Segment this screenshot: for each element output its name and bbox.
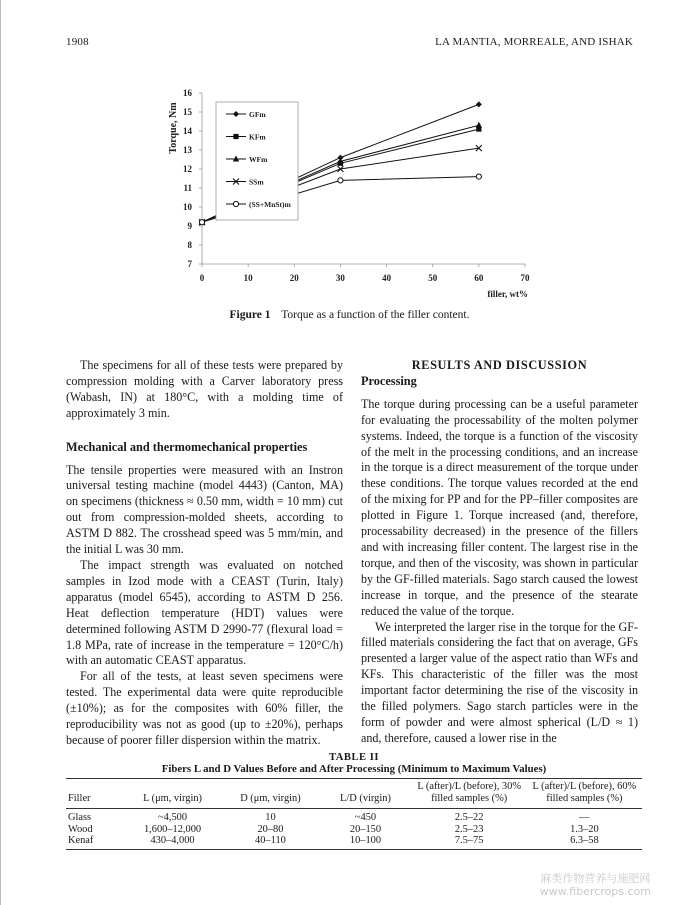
column-header: L/D (virgin)	[340, 793, 391, 804]
subsection-heading: Processing	[361, 373, 417, 388]
table-row	[66, 835, 642, 849]
legend-label: KFm	[249, 132, 266, 142]
y-tick-label: 12	[183, 164, 192, 174]
table-cell: 40–110	[255, 835, 286, 846]
paragraph: For all of the tests, at least seven specimens were tested. The experimental data were quite reproducible (±10%); as for the composites with 60% filler, the reproducibility was not as good (up to ±20%), perhaps because of poorer filler dispersion within the matrix.	[66, 669, 343, 747]
figure-label: Figure 1	[229, 309, 271, 321]
page-number: 1908	[66, 36, 89, 48]
legend-label: GFm	[249, 110, 266, 119]
table-cell: 430–4,000	[150, 835, 195, 846]
y-tick-label: 14	[183, 126, 192, 136]
page-edge	[0, 0, 1, 905]
table-cell: 2.5–22	[454, 812, 484, 823]
column-header: L (μm, virgin)	[143, 793, 203, 804]
table-cell: Glass	[68, 812, 92, 823]
subsection-heading: Mechanical and thermomechanical properties	[66, 439, 308, 454]
table-cell: Kenaf	[68, 835, 94, 846]
table-title: TABLE II	[328, 752, 380, 763]
x-tick-label: 60	[474, 273, 484, 283]
figure-1-torque-chart	[150, 80, 550, 310]
paragraph: The impact strength was evaluated on notched samples in Izod mode with a CEAST (Turin, Italy) apparatus (model 6545), according to ASTM D 256. Heat deflection temperature (HDT) values were determined following ASTM D 2990-77 (flexural load = 1.8 MPa, rate of increase in the temperature = 120°C/h) with an automatic CEAST apparatus.	[66, 557, 343, 668]
table-cell: 20–80	[257, 823, 284, 835]
x-axis-label: filler, wt%	[487, 289, 528, 299]
legend-label: WFm	[249, 155, 268, 164]
watermark-line: 麻类作物营养与施肥网	[540, 872, 651, 885]
y-tick-label: 11	[183, 183, 192, 193]
y-axis-label: Torque, Nm	[168, 102, 179, 154]
paragraph: We interpreted the larger rise in the torque for the GF-filled materials considering the fact that on average, GFs presented a larger value of the aspect ratio than WFs and KFs. This characteristic of the filler was the most important factor determining the rise of the viscosity in the filled polymers. Sago starch particles were in the form of powder and were almost spherical (L/D ≈ 1) and, therefore, caused a lower rise in the	[361, 619, 638, 745]
table-cell: 7.5–75	[454, 835, 484, 846]
watermark-url: www.fibercrops.com	[539, 885, 651, 898]
paragraph: The tensile properties were measured with an Instron universal testing machine (model 4443) (Canton, MA) on specimens (thickness ≈ 0.50 mm, width = 10 mm) cut out from compression-molded sheets, according to ASTM D 882. The crosshead speed was 5 mm/min, and the initial L was 30 mm.	[66, 462, 343, 557]
y-tick-label: 10	[183, 202, 192, 212]
left-column	[66, 358, 343, 749]
open-circle-marker	[338, 178, 343, 183]
column-header: Filler	[68, 793, 91, 804]
table-cell: 20–150	[349, 823, 382, 835]
table-cell: 1,600–12,000	[143, 823, 202, 835]
legend-square-icon	[233, 134, 238, 139]
table-row	[66, 809, 642, 824]
x-tick-label: 10	[243, 273, 253, 283]
data-table	[66, 778, 642, 850]
triangle-marker	[476, 122, 482, 128]
open-circle-marker	[476, 174, 481, 179]
y-tick-label: 7	[187, 259, 192, 269]
table-cell: 2.5–23	[454, 823, 484, 835]
paragraph: The specimens for all of these tests were prepared by compression molding with a Carver laboratory press (Wabash, IN) at 180°C, with a molding time of approximately 3 min.	[66, 358, 343, 420]
table-cell: 10–100	[349, 835, 382, 846]
figure-caption	[0, 309, 699, 321]
x-tick-label: 0	[199, 273, 205, 283]
table-ii	[66, 752, 642, 850]
diamond-marker	[476, 101, 482, 107]
open-circle-marker	[199, 220, 204, 225]
figure-caption-text: Torque as a function of the filler content.	[281, 309, 470, 321]
table-cell: Wood	[68, 823, 93, 835]
right-column	[361, 358, 638, 747]
running-head-authors: LA MANTIA, MORREALE, AND ISHAK	[435, 36, 633, 48]
y-tick-label: 8	[187, 240, 192, 250]
legend-label: (SS+MnSt)m	[249, 200, 291, 209]
column-header: L (after)/L (before), 30% filled samples (%)	[417, 781, 521, 804]
table-subtitle: Fibers L and D Values Before and After Processing (Minimum to Maximum Values)	[161, 763, 547, 775]
table-cell: 10	[265, 812, 276, 823]
x-tick-label: 30	[335, 273, 345, 283]
legend-label: SSm	[249, 177, 264, 187]
y-tick-label: 16	[183, 88, 192, 98]
y-tick-label: 15	[183, 107, 192, 117]
x-tick-label: 40	[382, 273, 392, 283]
column-header: L (after)/L (before), 60% filled samples (%)	[532, 781, 637, 804]
table-cell: 6.3–58	[570, 835, 599, 846]
y-tick-label: 9	[187, 221, 192, 231]
y-tick-label: 13	[183, 145, 192, 155]
section-heading: RESULTS AND DISCUSSION	[411, 358, 588, 372]
line-chart	[150, 80, 550, 310]
table-cell: —	[579, 812, 590, 823]
x-tick-label: 70	[520, 273, 530, 283]
x-tick-label: 20	[289, 273, 299, 283]
paragraph: The torque during processing can be a useful parameter for evaluating the processability of the molten polymer systems. Indeed, the torque is a function of the viscosity of the melt in the processing conditions, and an increase in the torque is a direct measurement of the torque under these conditions. The torque values recorded at the end of the mixing for PP and for the PP–filler composites are plotted in Figure 1. Torque increased (and, therefore, processability decreased) in the presence of the fillers and with increasing filler content. The largest rise in the torque, and then of the viscosity, was shown in particular by the GF-filled materials. Sago starch caused the lowest increase in torque, and the presence of the stearate reduced the value of the torque.	[361, 396, 638, 618]
table-cell: ~450	[354, 812, 377, 823]
watermark	[540, 872, 651, 898]
legend-open-circle-icon	[233, 201, 238, 206]
x-tick-label: 50	[428, 273, 438, 283]
table-header-row	[66, 779, 642, 809]
column-header: D (μm, virgin)	[240, 793, 301, 804]
table-cell: ~4,500	[158, 812, 188, 823]
table-row	[66, 824, 642, 836]
table-cell: 1.3–20	[570, 823, 599, 835]
